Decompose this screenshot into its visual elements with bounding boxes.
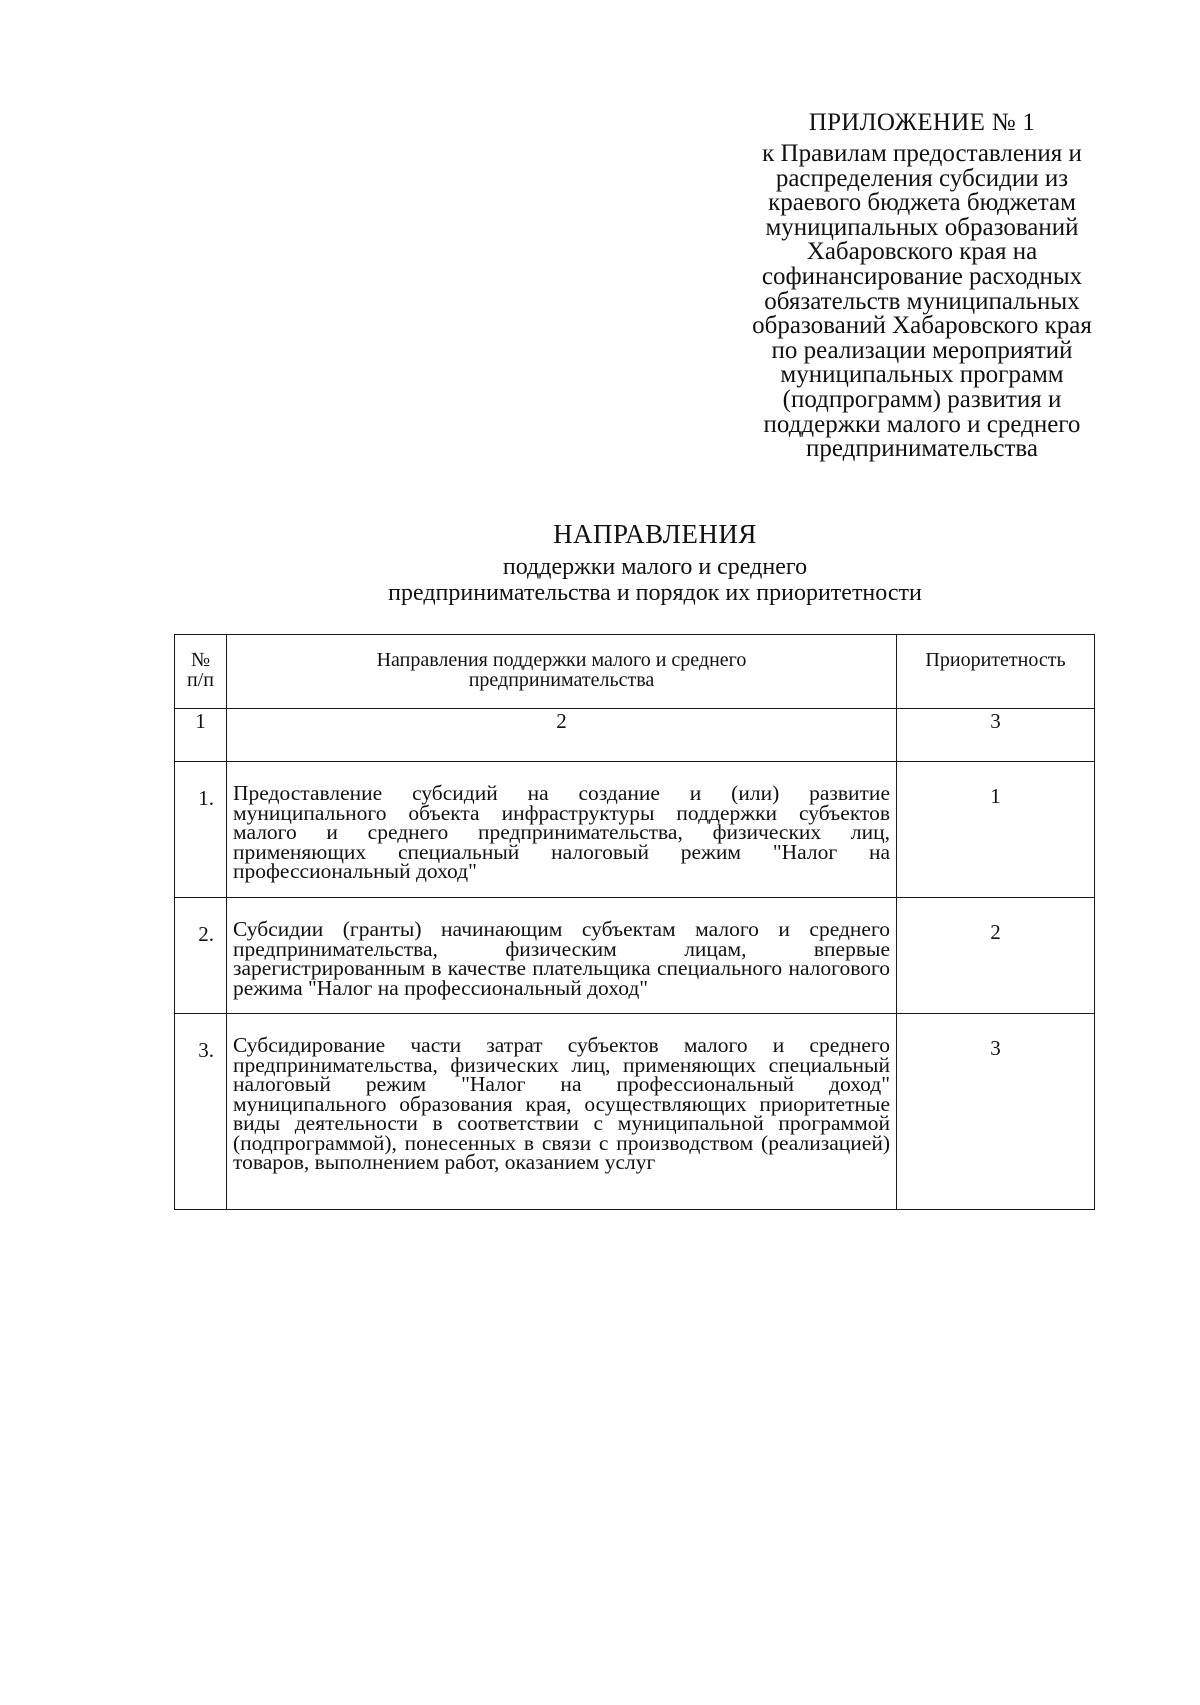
appendix-line: образований Хабаровского края xyxy=(752,312,1092,340)
row-priority: 1 xyxy=(897,762,1095,898)
subtitle-line: поддержки малого и среднего xyxy=(502,554,808,580)
appendix-line: софинансирование расходных xyxy=(761,262,1083,290)
row-priority: 2 xyxy=(897,898,1095,1014)
appendix-text xyxy=(722,142,1122,462)
document-title: НАПРАВЛЕНИЯ xyxy=(553,519,757,549)
document-subtitle xyxy=(300,554,1010,606)
appendix-line: распределения субсидии из xyxy=(775,164,1069,192)
column-number: 2 xyxy=(227,709,897,762)
column-number: 1 xyxy=(175,709,227,762)
appendix-line: предпринимательства xyxy=(806,435,1038,463)
appendix-line: краевого бюджета бюджетам xyxy=(768,189,1076,217)
table-row xyxy=(175,1014,1095,1210)
appendix-line: муниципальных программ xyxy=(780,361,1064,389)
column-number: 3 xyxy=(897,709,1095,762)
header-number xyxy=(175,635,227,709)
row-direction-text: Субсидирование части затрат субъектов малого и среднего предпринимательства, физических лиц, применяющих специальный налоговый режим "Налог на профессиональный доход" муниципального образования края, осуществляющих приоритетные виды деятельности в соответствии с муниципальной программой (подпрограммой), понесенных в связи с производством (реализацией) товаров, выполнением работ, оказанием услуг xyxy=(227,1014,897,1210)
row-priority: 3 xyxy=(897,1014,1095,1210)
appendix-title: ПРИЛОЖЕНИЕ № 1 xyxy=(808,109,1036,136)
column-number-row xyxy=(175,709,1095,762)
row-number: 2. xyxy=(175,898,227,1014)
appendix-line: обязательств муниципальных xyxy=(764,287,1080,315)
table-row xyxy=(175,762,1095,898)
appendix-line: по реализации мероприятий xyxy=(771,336,1073,364)
appendix-line: (подпрограмм) развития и xyxy=(782,385,1062,413)
appendix-block xyxy=(722,108,1122,462)
header-direction xyxy=(227,635,897,709)
row-direction-text: Субсидии (гранты) начинающим субъектам малого и среднего предпринимательства, физическим лицам, впервые зарегистрированным в качестве плательщика специального налогового режима "Налог на профессиональный доход" xyxy=(227,898,897,1014)
header-priority: Приоритетность xyxy=(897,635,1095,709)
appendix-line: муниципальных образований xyxy=(765,213,1079,241)
row-number: 3. xyxy=(175,1014,227,1210)
row-direction-text: Предоставление субсидий на создание и (или) развитие муниципального объекта инфраструктуры поддержки субъектов малого и среднего предпринимательства, физических лиц, применяющих специальный налоговый режим "Налог на профессиональный доход" xyxy=(227,762,897,898)
subtitle-line: предпринимательства и порядок их приоритетности xyxy=(388,580,922,606)
header-direction-line: Направления поддержки малого и среднего xyxy=(376,649,747,671)
row-number: 1. xyxy=(175,762,227,898)
appendix-line: Хабаровского края на xyxy=(806,238,1038,266)
directions-table xyxy=(174,634,1095,1210)
appendix-line: поддержки малого и среднего xyxy=(763,410,1081,438)
header-number-label: п/п xyxy=(187,669,214,691)
header-number-symbol: № xyxy=(190,649,211,671)
table-header-row xyxy=(175,635,1095,709)
header-direction-line: предпринимательства xyxy=(468,669,655,691)
appendix-line: к Правилам предоставления и xyxy=(762,140,1082,167)
table-row xyxy=(175,898,1095,1014)
